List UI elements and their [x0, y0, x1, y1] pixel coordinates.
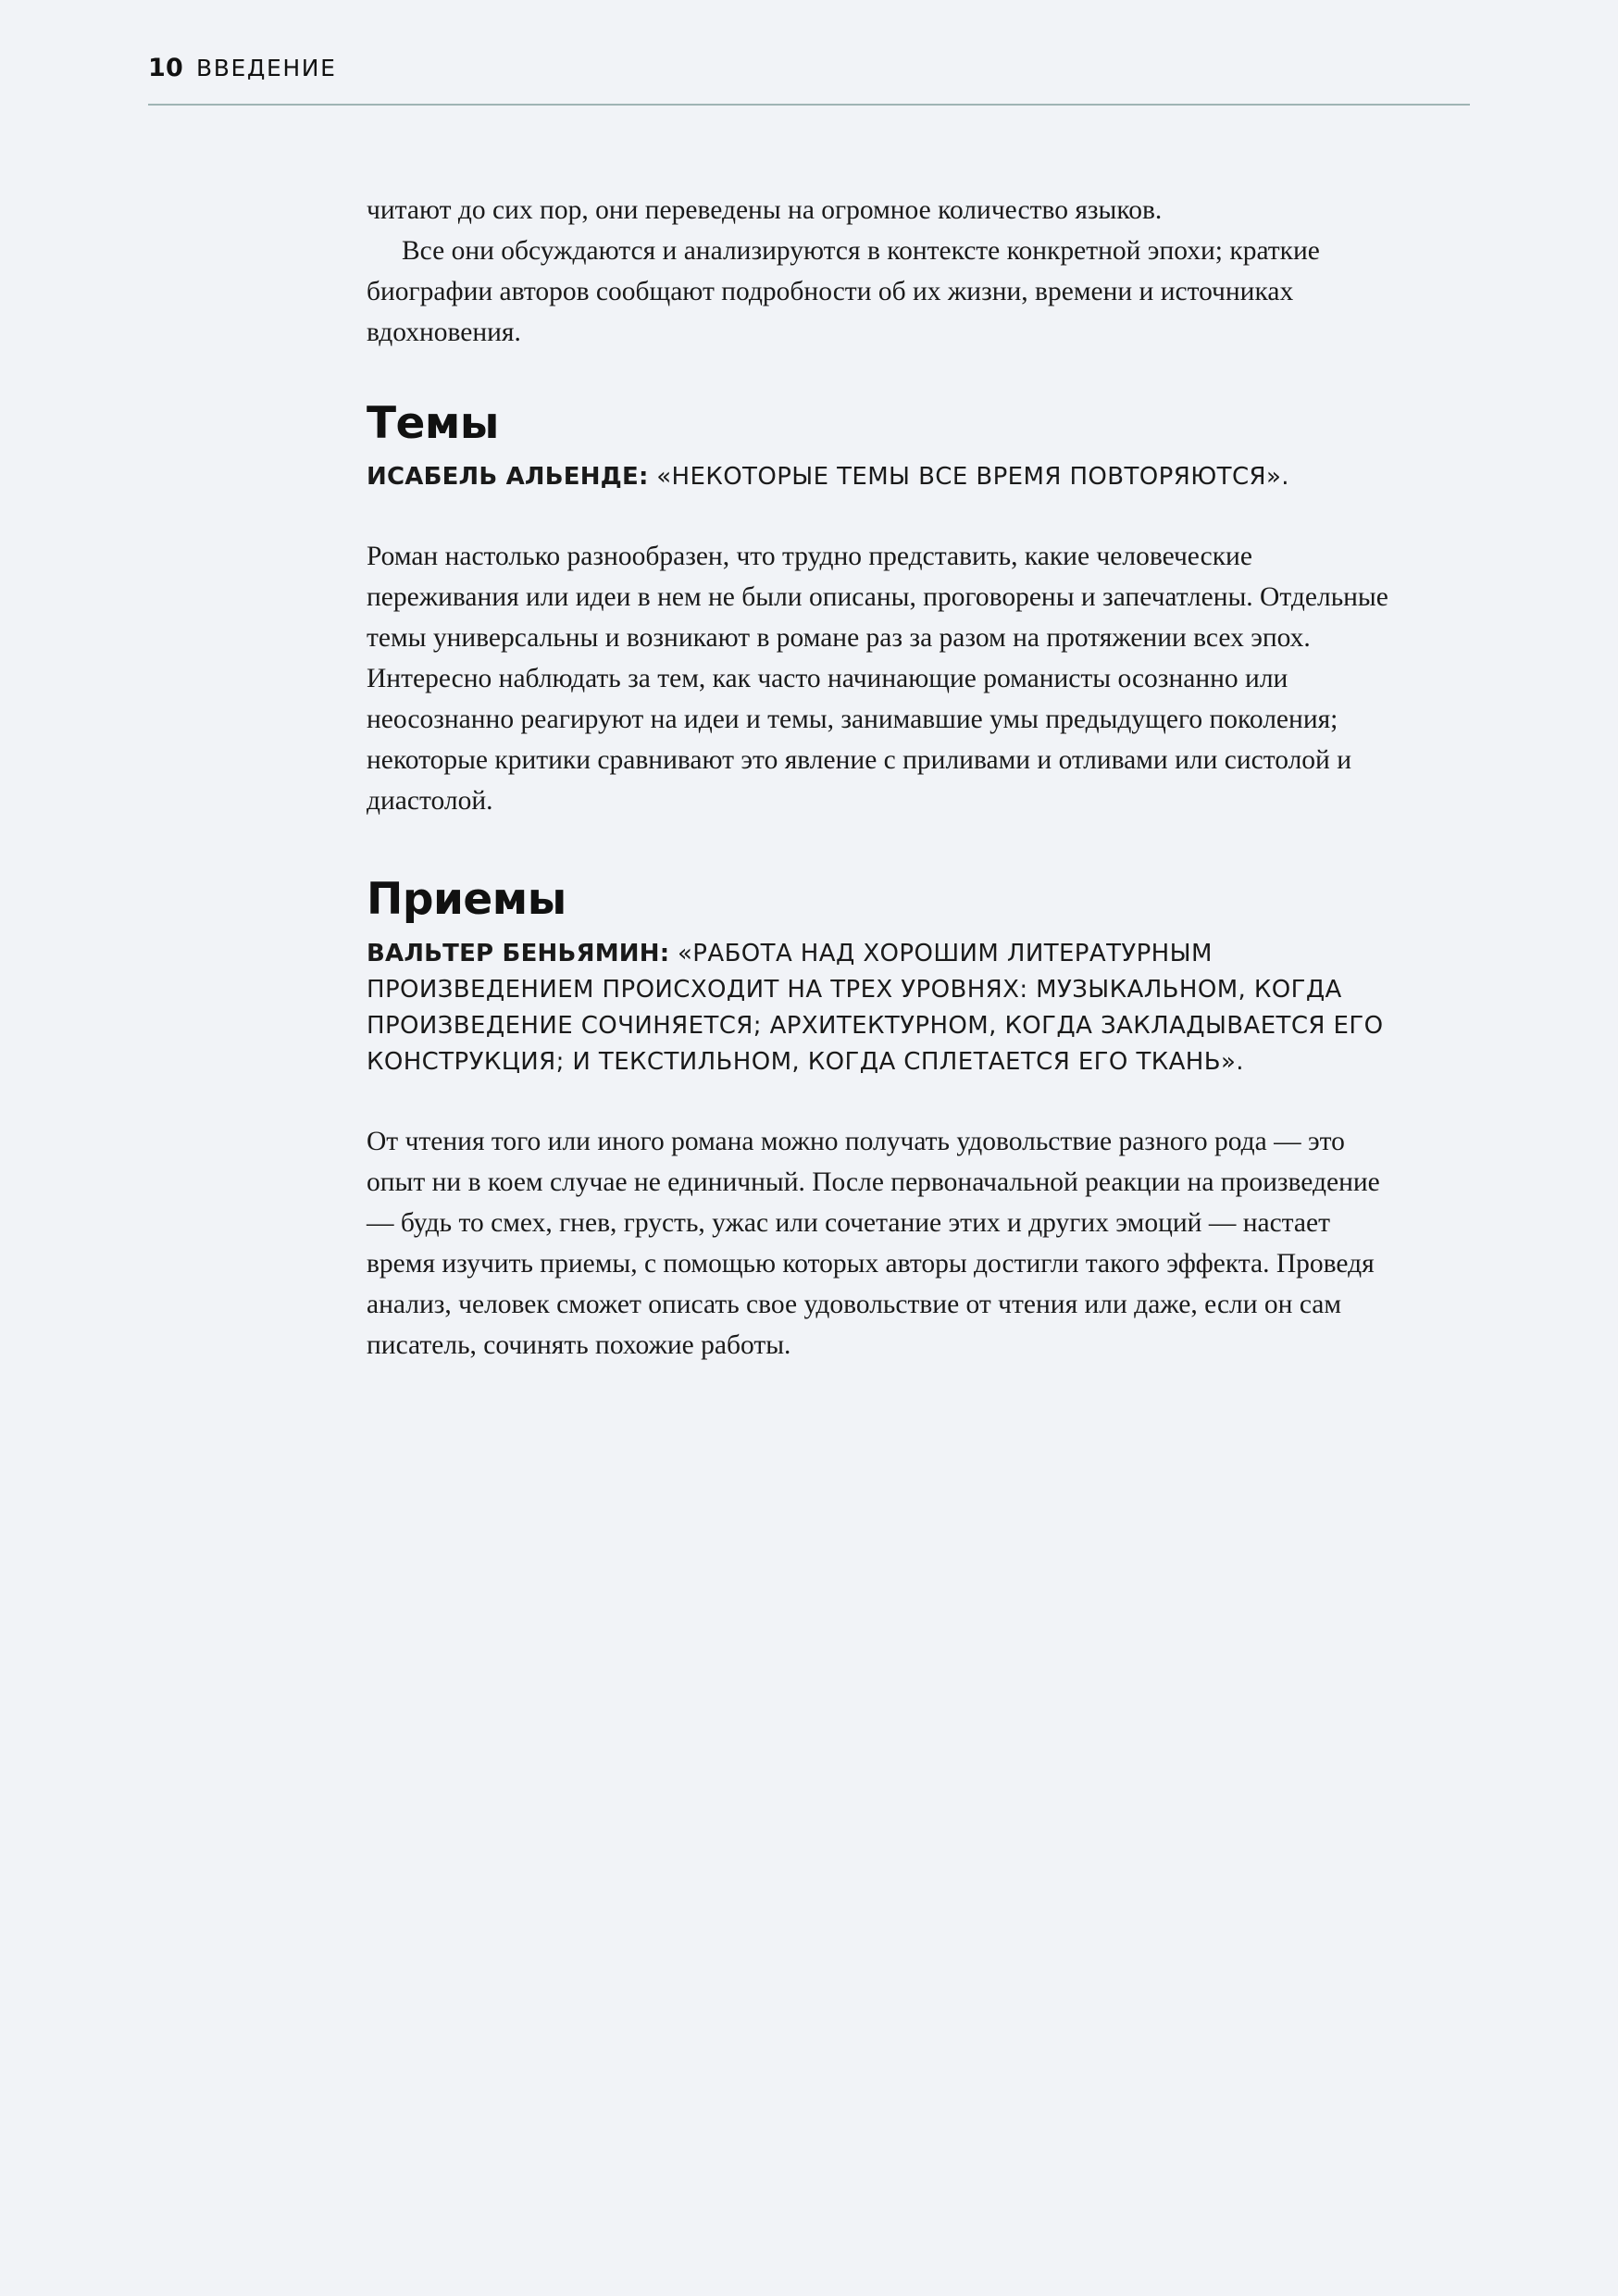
- spacer: [367, 821, 1403, 877]
- spacer: [367, 353, 1403, 401]
- paragraph-intro-text: Все они обсуждаются и анализируются в контексте конкретной эпохи; краткие биографии авторов сообщают подробности об их жизни, времени и источниках вдохновения.: [367, 236, 1320, 347]
- section-body-temy: Роман настолько разнообразен, что трудно представить, какие человеческие переживания или идеи в нем не были описаны, проговорены и запечатлены. Отдельные темы универсальны и возникают в романе раз за разом на протяжении всех эпох. Интересно наблюдать за тем, как часто начинающие романисты осознанно или неосознанно реагируют на идеи и темы, занимавшие умы предыдущего поколения; некоторые критики сравнивают это явление с приливами и отливами или систолой и диастолой.: [367, 542, 1388, 817]
- running-head: [148, 54, 1470, 82]
- header-divider: [148, 104, 1470, 106]
- section-heading-temy: Темы: [367, 398, 499, 449]
- paragraph-continued: читают до сих пор, они переведены на огромное количество языков.: [367, 195, 1163, 225]
- pull-quote-temy: [367, 459, 1403, 495]
- quote-attribution: ВАЛЬТЕР БЕНЬЯМИН:: [367, 939, 670, 967]
- spacer: [367, 446, 1403, 459]
- spacer: [367, 495, 1403, 536]
- section-body-priemy: От чтения того или иного романа можно получать удовольствие разного рода — это опыт ни в коем случае не единичный. После первоначальной реакции на произведение — будь то смех, гнев, грусть, ужас или сочетание этих и других эмоций — настает время изучить приемы, с помощью которых авторы достигли такого эффекта. Проведя анализ, человек сможет описать свое удовольствие от чтения или даже, если он сам писатель, сочинять похожие работы.: [367, 1126, 1380, 1360]
- spacer: [367, 1080, 1403, 1121]
- quote-attribution: ИСАБЕЛЬ АЛЬЕНДЕ:: [367, 463, 649, 492]
- section-heading-priemy: Приемы: [367, 874, 566, 926]
- paragraph-intro: [367, 231, 1403, 353]
- quote-text: «НЕКОТОРЫЕ ТЕМЫ ВСЕ ВРЕМЯ ПОВТОРЯЮТСЯ».: [656, 463, 1289, 492]
- page-number: 10: [148, 54, 183, 82]
- text-column: [367, 190, 1403, 1366]
- pull-quote-priemy: [367, 936, 1403, 1080]
- quote-text: «РАБОТА НАД ХОРОШИМ ЛИТЕРАТУРНЫМ ПРОИЗВЕДЕНИЕМ ПРОИСХОДИТ НА ТРЕХ УРОВНЯХ: МУЗЫКАЛЬНОМ, КОГДА ПРОИЗВЕДЕНИЕ СОЧИНЯЕТСЯ; АРХИТЕКТУРНОМ, КОГДА ЗАКЛАДЫВАЕТСЯ ЕГО КОНСТРУКЦИЯ; И ТЕКСТИЛЬНОМ, КОГДА СПЛЕТАЕТСЯ ЕГО ТКАНЬ».: [367, 939, 1384, 1076]
- running-head-label: ВВЕДЕНИЕ: [195, 55, 337, 81]
